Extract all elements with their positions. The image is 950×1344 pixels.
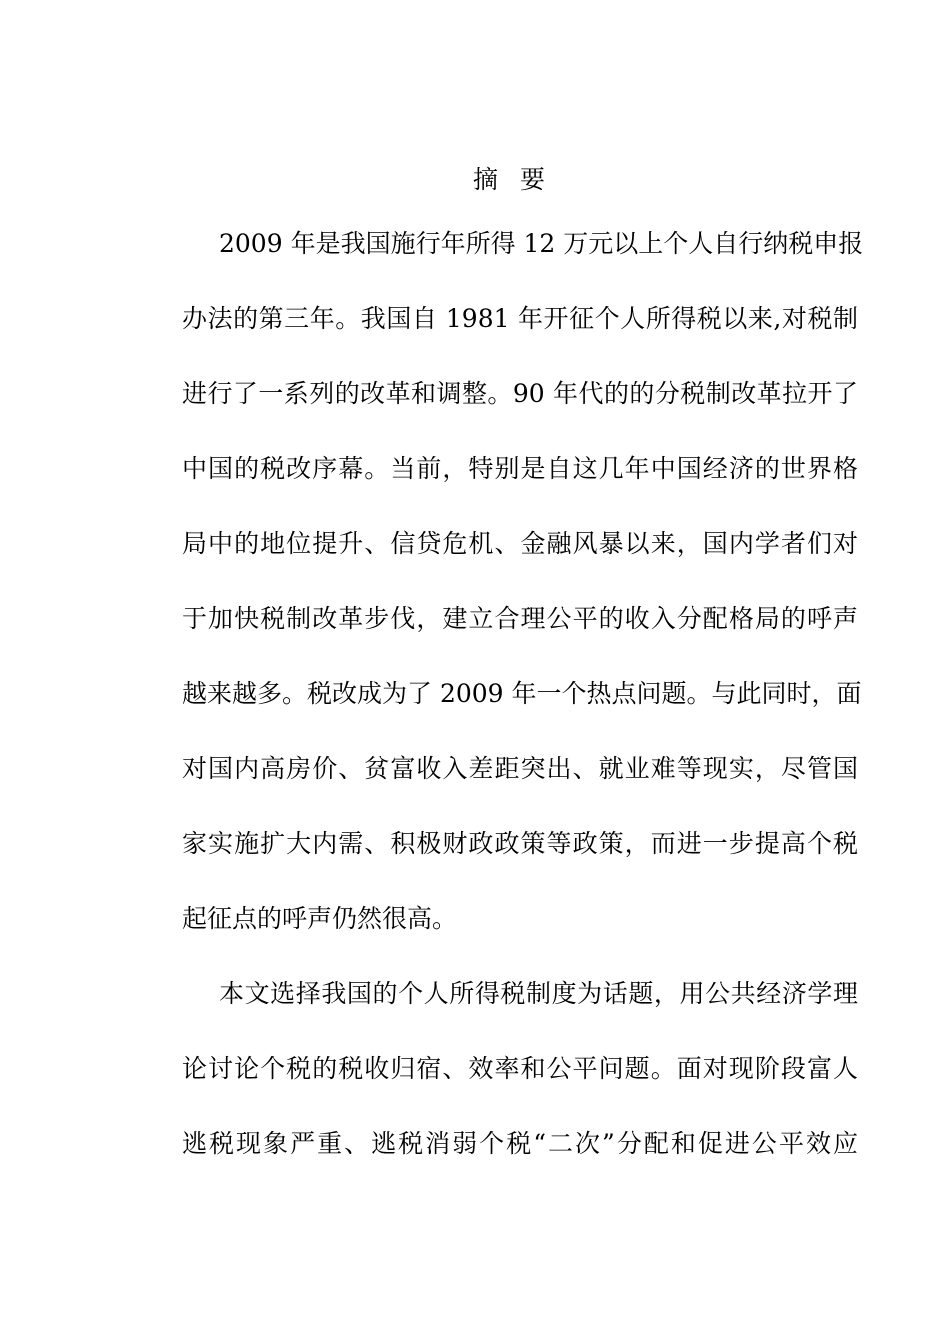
paragraph-1-line-7: 越来越多。税改成为了 2009 年一个热点问题。与此同时，面	[182, 679, 862, 708]
paragraph-1-line-2: 办法的第三年。我国自 1981 年开征个人所得税以来,对税制	[182, 304, 858, 333]
paragraph-2-line-1: 本文选择我国的个人所得税制度为话题，用公共经济学理	[219, 979, 858, 1008]
paragraph-2-line-3: 逃税现象严重、逃税消弱个税“二次”分配和促进公平效应	[182, 1129, 858, 1158]
paragraph-1-line-3: 进行了一系列的改革和调整。90 年代的的分税制改革拉开了	[182, 379, 858, 408]
page-title: 摘要	[472, 165, 567, 194]
paragraph-1-line-10: 起征点的呼声仍然很高。	[182, 904, 458, 933]
paragraph-2-line-2: 论讨论个税的税收归宿、效率和公平问题。面对现阶段富人	[182, 1054, 858, 1083]
paragraph-1-line-5: 局中的地位提升、信贷危机、金融风暴以来，国内学者们对	[182, 529, 858, 558]
paragraph-1-line-8: 对国内高房价、贫富收入差距突出、就业难等现实，尽管国	[182, 754, 858, 783]
paragraph-1-line-1: 2009 年是我国施行年所得 12 万元以上个人自行纳税申报	[219, 229, 864, 258]
paragraph-1-line-6: 于加快税制改革步伐，建立合理公平的收入分配格局的呼声	[182, 604, 858, 633]
paragraph-1-line-9: 家实施扩大内需、积极财政政策等政策，而进一步提高个税	[182, 829, 858, 858]
paragraph-1-line-4: 中国的税改序幕。当前，特别是自这几年中国经济的世界格	[182, 454, 858, 483]
